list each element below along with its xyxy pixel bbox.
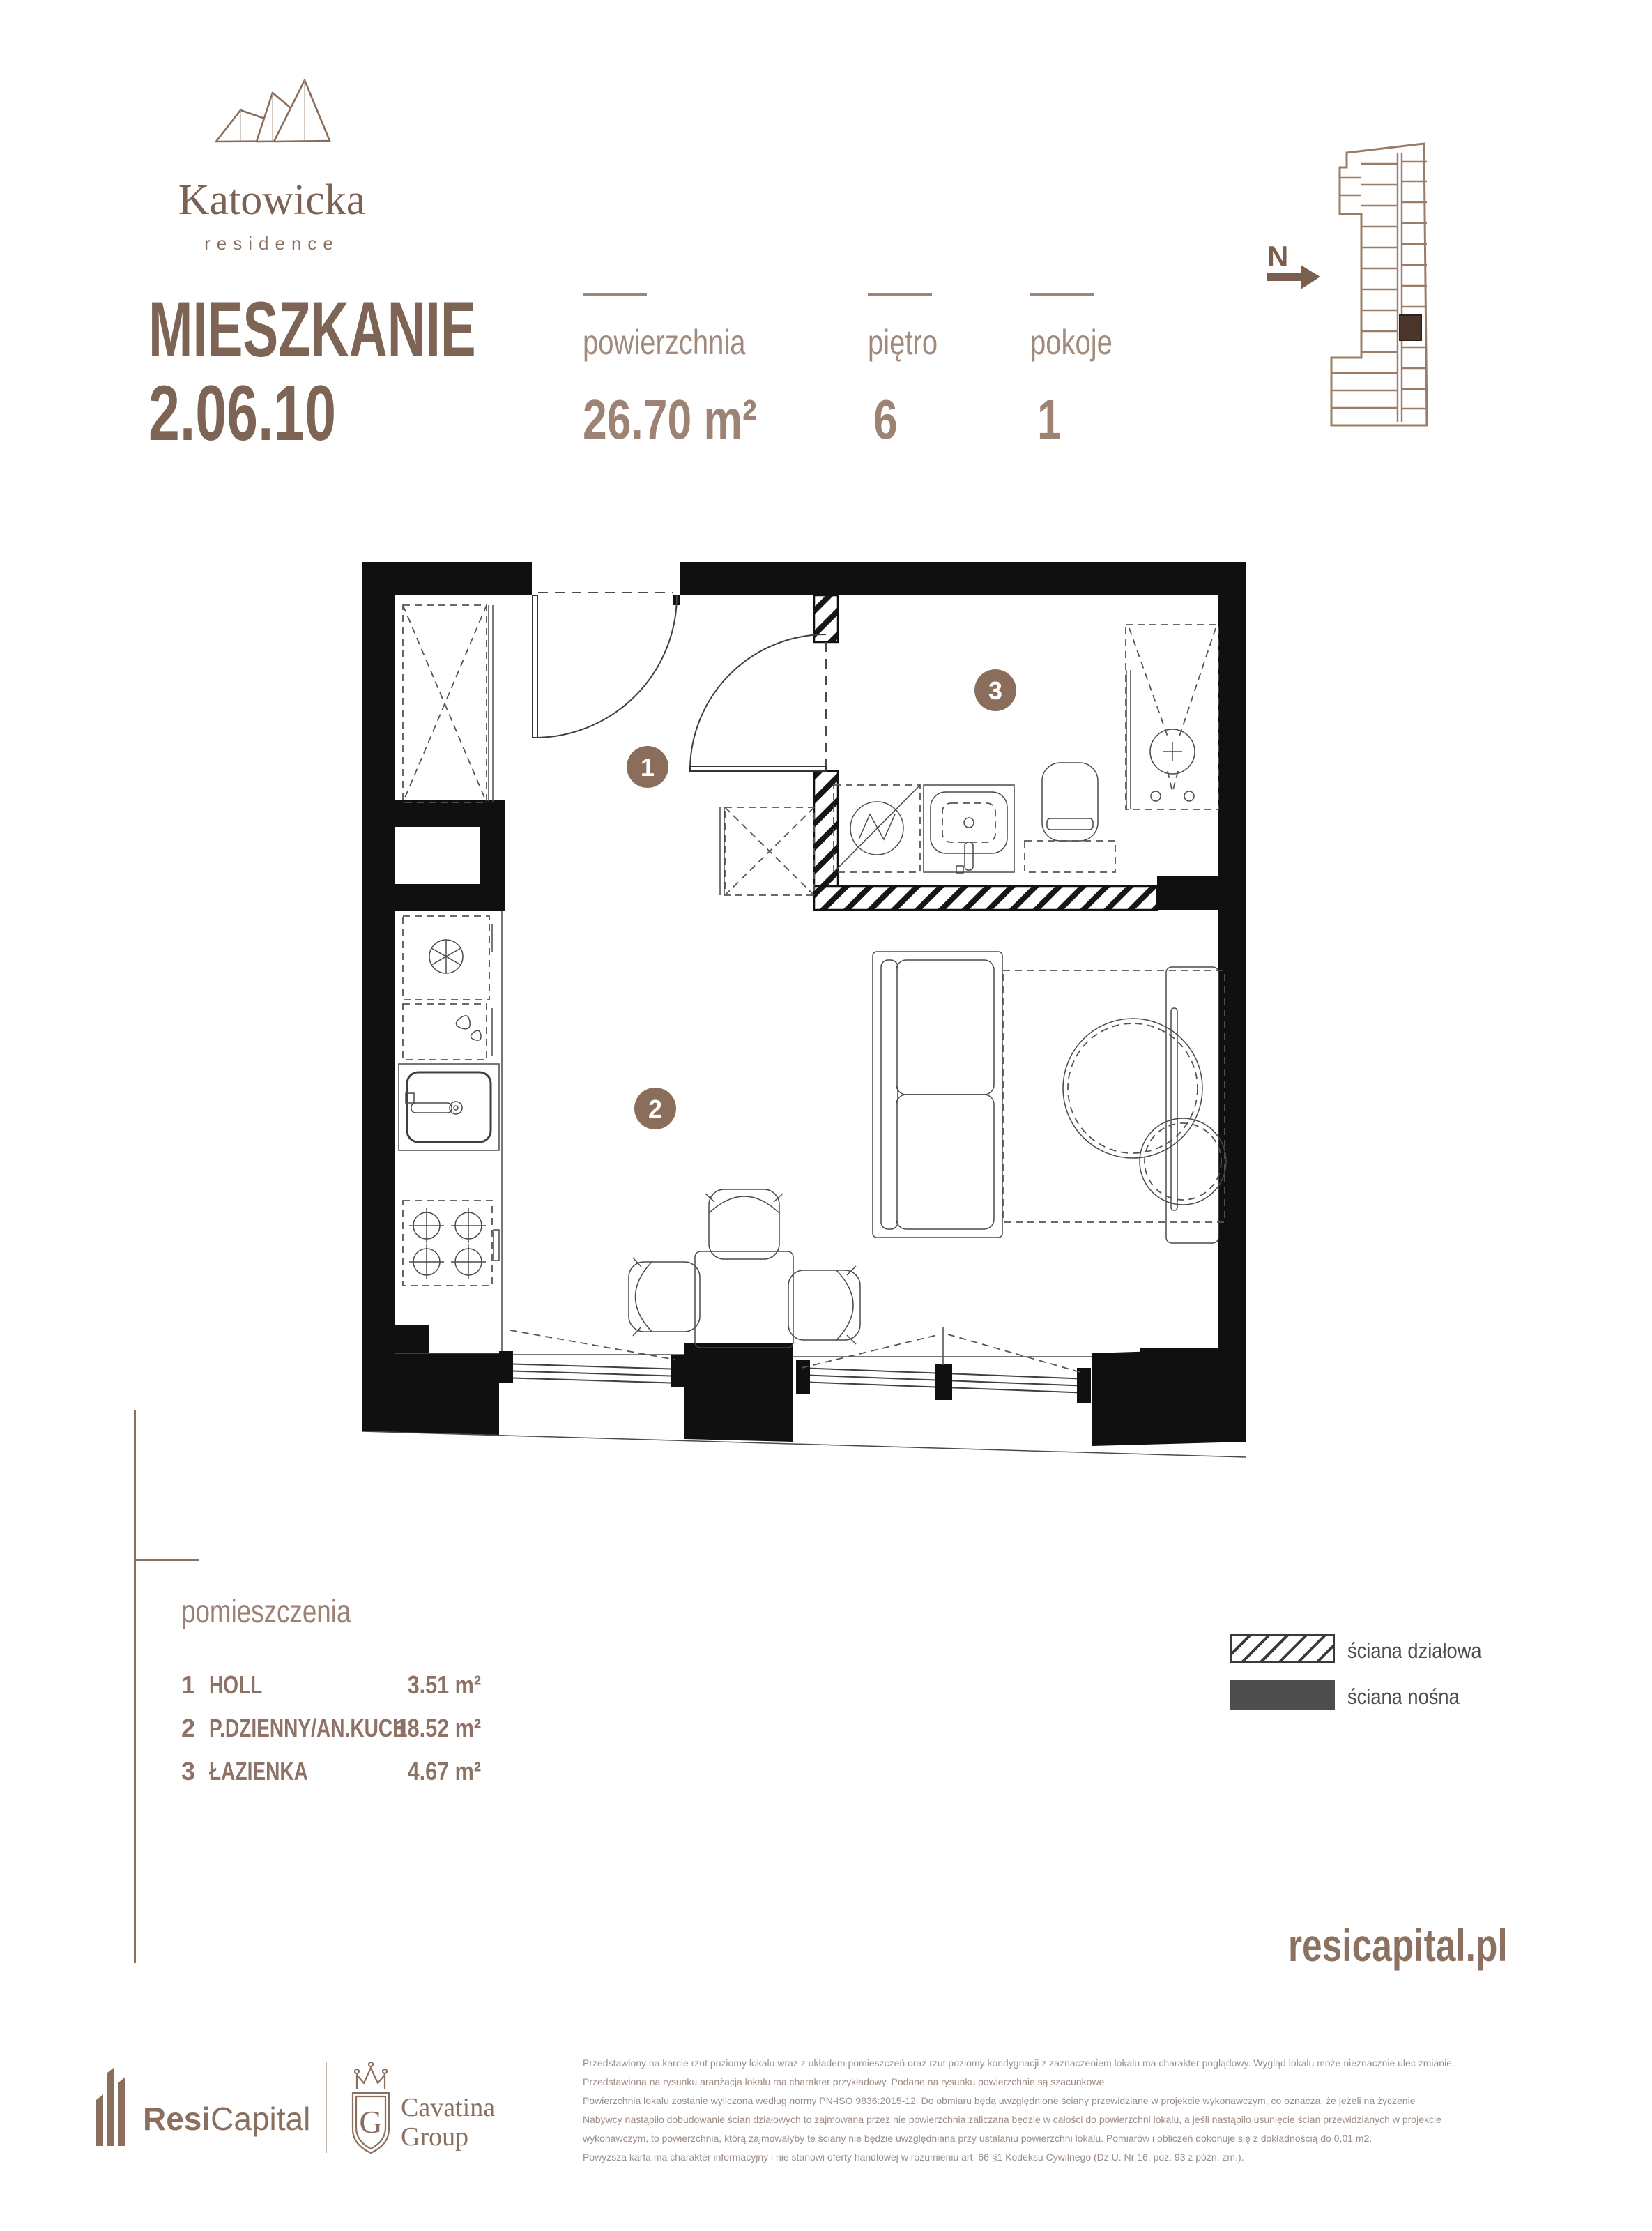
coffee-tables [1063, 1019, 1226, 1205]
hall-wardrobe [403, 605, 493, 802]
bathroom-door [690, 634, 826, 771]
disclaimer-line: Przedstawiony na karcie rzut poziomy lokalu wraz z układem pomieszczeń oraz rzut poziomy kondygnacji z zaznaczeniem lokalu ma charakter poglądowy. Wygląd lokalu może nieznacznie ulec zmianie. [583, 2057, 1455, 2069]
room-area: 18.52 m² [395, 1714, 481, 1742]
disclaimer-line: Nabywcy nastąpiło dobudowanie ścian działowych to zajmowana przez nie powierzchnia zaliczana będzie w całości do powierzchni lokalu, a jeśli nastąpiło usunięcie ścian przewidzianych w projekcie [583, 2114, 1441, 2125]
dishwasher [403, 1004, 492, 1060]
rug [1003, 970, 1225, 1222]
footer-divider [326, 2062, 327, 2153]
legend-swatch-bearing-wall [1230, 1680, 1335, 1710]
tv-cabinet [1166, 967, 1218, 1243]
room-marker-hall [627, 746, 668, 788]
stat-area-label: powierzchnia [583, 323, 746, 362]
partition-walls [814, 595, 1157, 910]
room-number: 2 [181, 1714, 196, 1742]
apartment-number: 2.06.10 [148, 370, 337, 457]
room-number: 3 [181, 1757, 196, 1785]
brand-subtitle: residence [204, 233, 339, 254]
stat-rooms-value: 1 [1037, 388, 1062, 450]
disclaimer-line: Przedstawiona na rysunku aranżacja lokalu ma charakter przykładowy. Podane na rysunku powierzchnie są szacunkowe. [583, 2076, 1108, 2087]
fridge [403, 916, 492, 1000]
room-row-living [181, 1714, 481, 1742]
legend-label-partition: ściana działowa [1347, 1638, 1482, 1663]
mountain-logo-icon [213, 77, 338, 148]
load-bearing-walls [362, 562, 1246, 1446]
resicapital-regular: Capital [211, 2101, 311, 2137]
disclaimer-line: wykonawczym, to powierzchnia, którą zajmowałyby te ściany nie będzie uwzględniana przy ustalaniu powierzchni lokalu. Pomiarów i obliczeń dokonuje się z dokładnością do 0,01 m2. [583, 2133, 1372, 2144]
toilet [1025, 763, 1115, 872]
entry-door [533, 593, 677, 738]
north-label: N [1267, 240, 1289, 273]
svg-text:2: 2 [648, 1095, 663, 1123]
shower [1126, 625, 1218, 809]
kitchen-counter [395, 911, 502, 1353]
stat-rooms-label: pokoje [1030, 323, 1112, 362]
svg-text:3: 3 [988, 676, 1003, 705]
bathroom-sink [924, 785, 1014, 873]
stat-dash [583, 293, 647, 296]
room-number: 1 [181, 1670, 196, 1699]
resicapital-wordmark [143, 2100, 310, 2138]
room-row-holl [181, 1670, 481, 1698]
stat-dash [1030, 293, 1094, 296]
floor-plan [362, 562, 1283, 1461]
svg-text:1: 1 [640, 753, 655, 782]
hall-cabinet [720, 807, 814, 895]
left-rule-tick [134, 1559, 199, 1561]
cavatina-wordmark [401, 2093, 495, 2152]
room-area: 3.51 m² [407, 1670, 481, 1699]
rooms-heading: pomieszczenia [181, 1593, 351, 1629]
legend-swatch-partition-wall [1230, 1634, 1335, 1663]
room-name: P.DZIENNY/AN.KUCH [209, 1714, 407, 1742]
stat-dash [868, 293, 932, 296]
kitchen-sink [399, 1064, 499, 1150]
highlighted-unit [1400, 315, 1421, 340]
legend-label-bearing: ściana nośna [1347, 1684, 1460, 1709]
resicapital-logo-icon [96, 2067, 135, 2147]
washing-machine [834, 785, 920, 872]
cavatina-line1: Cavatina [401, 2093, 496, 2122]
stat-area-value: 26.70 m² [583, 388, 757, 450]
stove [403, 1201, 499, 1286]
room-row-bathroom [181, 1757, 481, 1785]
cavatina-crest-icon [349, 2061, 393, 2157]
sofa [873, 952, 1002, 1238]
brand-name: Katowicka [178, 176, 366, 224]
page-title: MIESZKANIE [148, 286, 476, 373]
svg-text:G: G [359, 2104, 383, 2140]
room-area: 4.67 m² [407, 1757, 481, 1785]
left-rule-vertical [134, 1410, 136, 1963]
website-link[interactable]: resicapital.pl [1288, 1919, 1508, 1971]
resicapital-bold: Resi [143, 2101, 211, 2137]
building-outline [1331, 144, 1427, 425]
building-locator-map [1241, 98, 1603, 446]
window-left [499, 1330, 684, 1387]
room-name: HOLL [209, 1670, 263, 1699]
disclaimer-line: Powyższa karta ma charakter informacyjny i nie stanowi oferty handlowej w rozumieniu art. 66 §1 Kodeksu Cywilnego (Dz.U. Nr 16, poz. 93 z późn. zm.). [583, 2152, 1244, 2163]
stat-floor-value: 6 [873, 388, 898, 450]
disclaimer-line: Powierzchnia lokalu zostanie wyliczona według normy PN-ISO 9836:2015-12. Do obmiaru będą uwzględnione ściany przewidziane w projekcie wykonawczym, co oznacza, że jeżeli na życzenie [583, 2095, 1416, 2106]
room-marker-bathroom [974, 669, 1016, 711]
room-marker-living [634, 1088, 676, 1129]
dining-table [629, 1189, 860, 1348]
stat-floor-label: piętro [868, 323, 938, 362]
room-name: ŁAZIENKA [209, 1757, 308, 1785]
cavatina-line2: Group [401, 2122, 469, 2152]
